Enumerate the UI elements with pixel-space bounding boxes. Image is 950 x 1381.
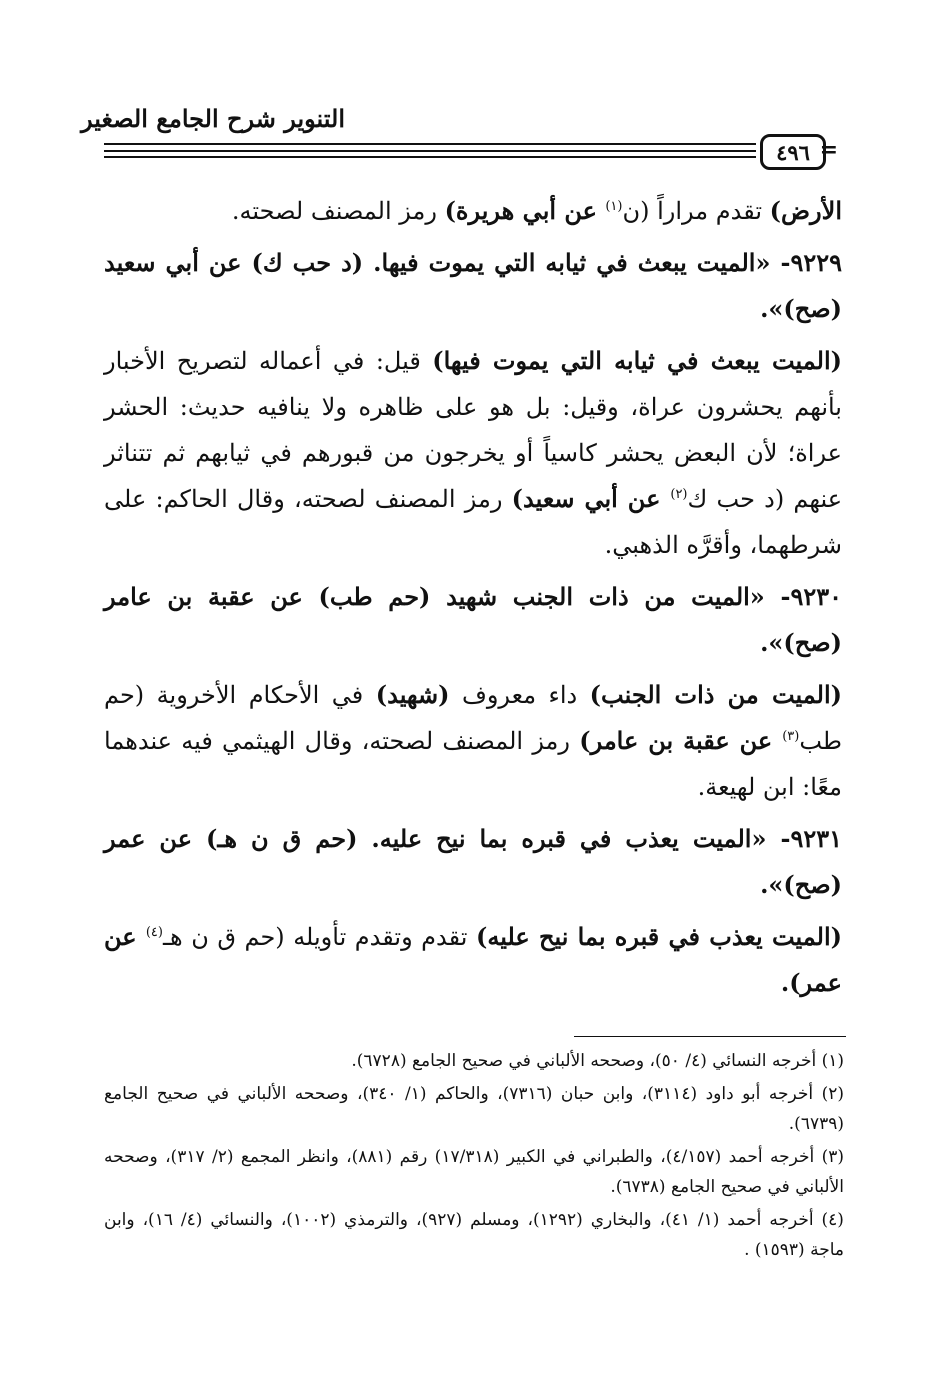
footnote: (٣) أخرجه أحمد (٤/١٥٧)، والطبراني في الكبير (١٧/٣١٨) رقم (٨٨١)، وانظر المجمع (٢/ ٣١٧)، وصححه الألباني في صحيح الجامع (٦٧٣٨). [104,1147,844,1197]
page-number: ٤٩٦ [760,134,826,170]
page-number-frame [752,132,838,172]
main-text [104,188,842,1012]
footnote-ref[interactable]: (٤) [145,925,163,940]
footnote: (٤) أخرجه أحمد (١/ ٤١)، والبخاري (١٢٩٢)، ومسلم (٩٢٧)، والترمذي (١٠٠٢)، والنسائي (٤/ ١٦)، وابن ماجة (١٥٩٣) . [104,1210,844,1260]
header-rule-top [104,143,756,145]
commentary-paragraph [104,914,842,1006]
commentary-lemma: الأرض) [769,196,842,225]
running-header-title: التنوير شرح الجامع الصغير [81,104,345,133]
header-rule-middle [104,150,756,152]
footnote-ref[interactable]: (١) [605,199,623,214]
commentary-lemma: (الميت يبعث في ثيابه التي يموت فيها) [432,346,842,375]
header-rule-bottom [104,156,756,158]
footnote-ref[interactable]: (٢) [670,487,688,502]
commentary-source: عن عقبة بن عامر) [579,726,783,755]
commentary-lemma: (الميت يعذب في قبره بما نيح عليه) [475,922,842,951]
footnote: (١) أخرجه النسائي (٤/ ٥٠)، وصححه الألباني في صحيح الجامع (٦٧٢٨). [351,1051,844,1071]
commentary-text: تقدم وتقدم تأويله (حم ق ن هـ [162,923,476,951]
commentary-source: عن عمر). [104,922,842,997]
commentary-text: رمز المصنف لصحته. [231,197,445,225]
footnotes [104,1046,844,1268]
commentary-source: عن أبي هريرة) [444,196,606,225]
commentary-text: قيل: في أعماله لتصريح الأخبار بأنهم يحشرون عراة، وقيل: بل هو على ظاهره ولا ينافيه حديث: الحشر عراة؛ لأن البعض يحشر كاسياً أو يخرجون من قبورهم في ثيابهم ثم تتناثر عنهم (د حب ك [104,347,843,513]
commentary-text: رمز المصنف لصحته، وقال الحاكم: على شرطهما، وأقرَّه الذهبي. [104,485,842,559]
commentary-text: داء معروف [449,681,590,709]
commentary-lemma: (شهيد) [375,680,450,709]
footnote-ref[interactable]: (٣) [782,729,800,744]
footnote: (٢) أخرجه أبو داود (٣١١٤)، وابن حبان (٧٣١٦)، والحاكم (١/ ٣٤٠)، وصححه الألباني في صحيح الجامع (٦٧٣٩). [104,1084,844,1134]
commentary-text: في الأحكام الأخروية (حم طب [104,681,842,755]
commentary-lemma: (الميت من ذات الجنب) [589,680,842,709]
hadith-entry: ٩٢٣١- «الميت يعذب في قبره بما نيح عليه. (حم ق ن هـ) عن عمر (صح)». [104,824,842,899]
page-number-mark: = [819,137,838,163]
hadith-entry: ٩٢٣٠- «الميت من ذات الجنب شهيد (حم طب) عن عقبة بن عامر (صح)». [104,582,842,657]
commentary-source: عن أبي سعيد) [511,484,671,513]
commentary-text: رمز المصنف لصحته، وقال الهيثمي فيه عندهما معًا: ابن لهيعة. [104,727,842,801]
commentary-paragraph [104,672,842,810]
footnote-separator [574,1036,846,1037]
commentary-paragraph [104,338,842,568]
commentary-text: تقدم مراراً (ن [622,197,770,225]
commentary-paragraph [104,188,842,234]
hadith-entry: ٩٢٢٩- «الميت يبعث في ثيابه التي يموت فيها. (د حب ك) عن أبي سعيد (صح)». [104,248,842,323]
